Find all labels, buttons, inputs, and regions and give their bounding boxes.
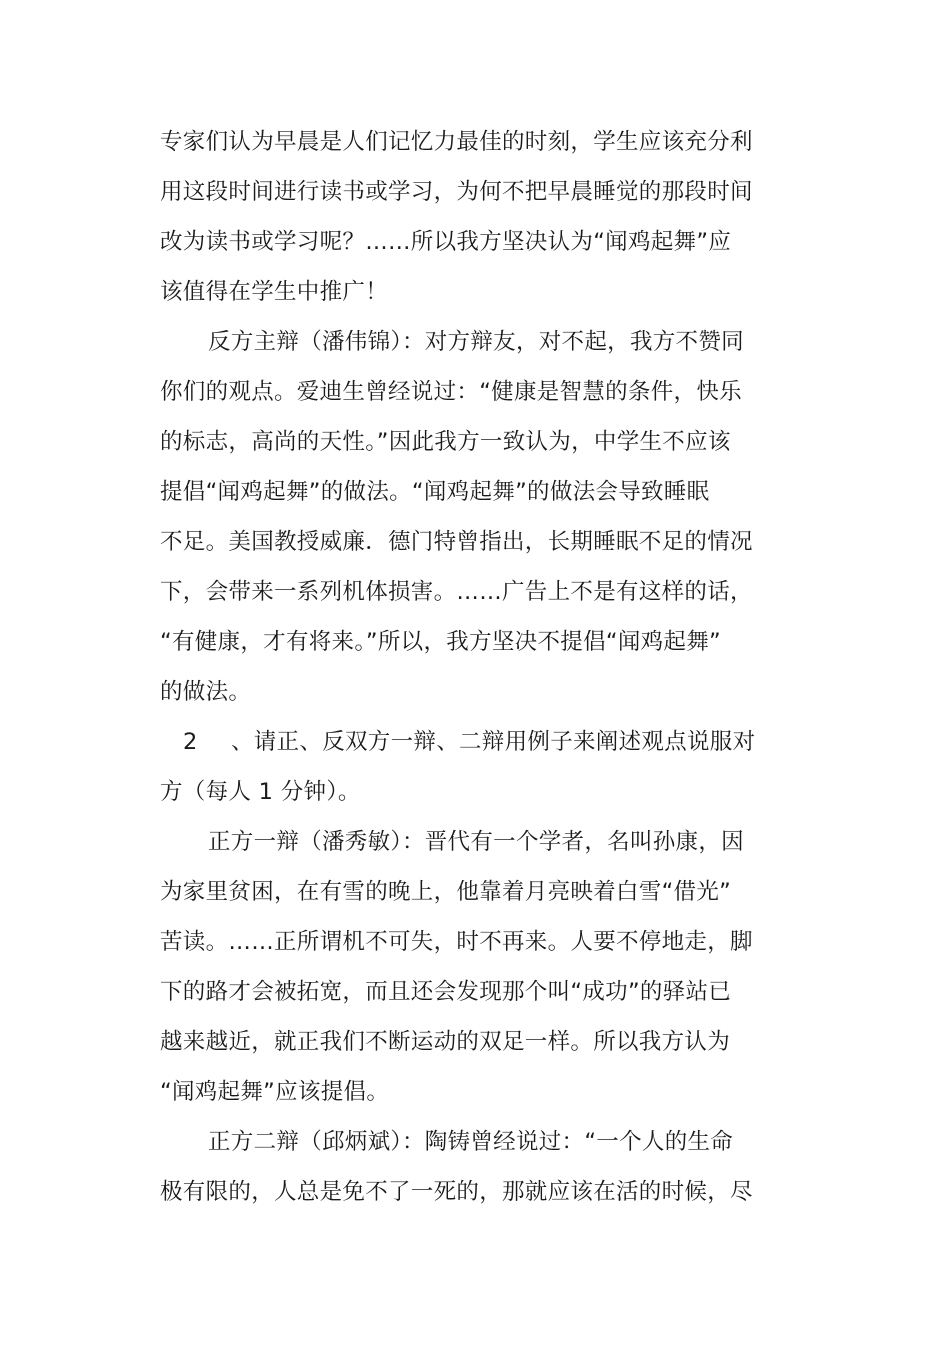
paragraph-line: 正方一辩（潘秀敏）：晋代有一个学者，名叫孙康，因 (208, 829, 744, 855)
paragraph-line: 越来越近，就正我们不断运动的双足一样。所以我方认为 (160, 1029, 731, 1055)
item-number: 2 (183, 729, 198, 755)
paragraph-line: 不足。美国教授威廉．德门特曾指出，长期睡眠不足的情况 (160, 529, 753, 555)
paragraph-line: 的标志，高尚的天性。”因此我方一致认为，中学生不应该 (160, 429, 731, 455)
paragraph-line: “闻鸡起舞”应该提倡。 (160, 1079, 390, 1105)
paragraph-line: 方（每人 1 分钟）。 (160, 779, 361, 805)
paragraph-line: 正方二辩（邱炳斌）：陶铸曾经说过：“一个人的生命 (208, 1129, 734, 1155)
paragraph-line: 反方主辩（潘伟锦）：对方辩友，对不起，我方不赞同 (208, 329, 744, 355)
numbered-item (183, 727, 755, 757)
paragraph-line: 提倡“闻鸡起舞”的做法。“闻鸡起舞”的做法会导致睡眠 (160, 479, 710, 505)
paragraph-line: 下的路才会被拓宽，而且还会发现那个叫“成功”的驿站已 (160, 979, 732, 1005)
paragraph-line: 该值得在学生中推广！ (160, 279, 389, 305)
paragraph-line: 下，会带来一系列机体损害。……广告上不是有这样的话， (160, 579, 753, 605)
paragraph-line: “有健康，才有将来。”所以，我方坚决不提倡“闻鸡起舞” (160, 629, 721, 655)
paragraph-line: 改为读书或学习呢？……所以我方坚决认为“闻鸡起舞”应 (160, 229, 732, 255)
item-text: 、请正、反双方一辩、二辩用例子来阐述观点说服对 (231, 729, 756, 755)
paragraph-line: 极有限的，人总是免不了一死的，那就应该在活的时候，尽 (160, 1179, 753, 1205)
paragraph-line: 的做法。 (160, 679, 252, 705)
paragraph-line: 苦读。……正所谓机不可失，时不再来。人要不停地走，脚 (160, 929, 753, 955)
paragraph-line: 用这段时间进行读书或学习，为何不把早晨睡觉的那段时间 (160, 179, 753, 205)
paragraph-line: 你们的观点。爱迪生曾经说过：“健康是智慧的条件，快乐 (160, 379, 742, 405)
paragraph-line: 专家们认为早晨是人们记忆力最佳的时刻，学生应该充分利 (160, 129, 753, 155)
paragraph-line: 为家里贫困，在有雪的晚上，他靠着月亮映着白雪“借光” (160, 879, 732, 905)
